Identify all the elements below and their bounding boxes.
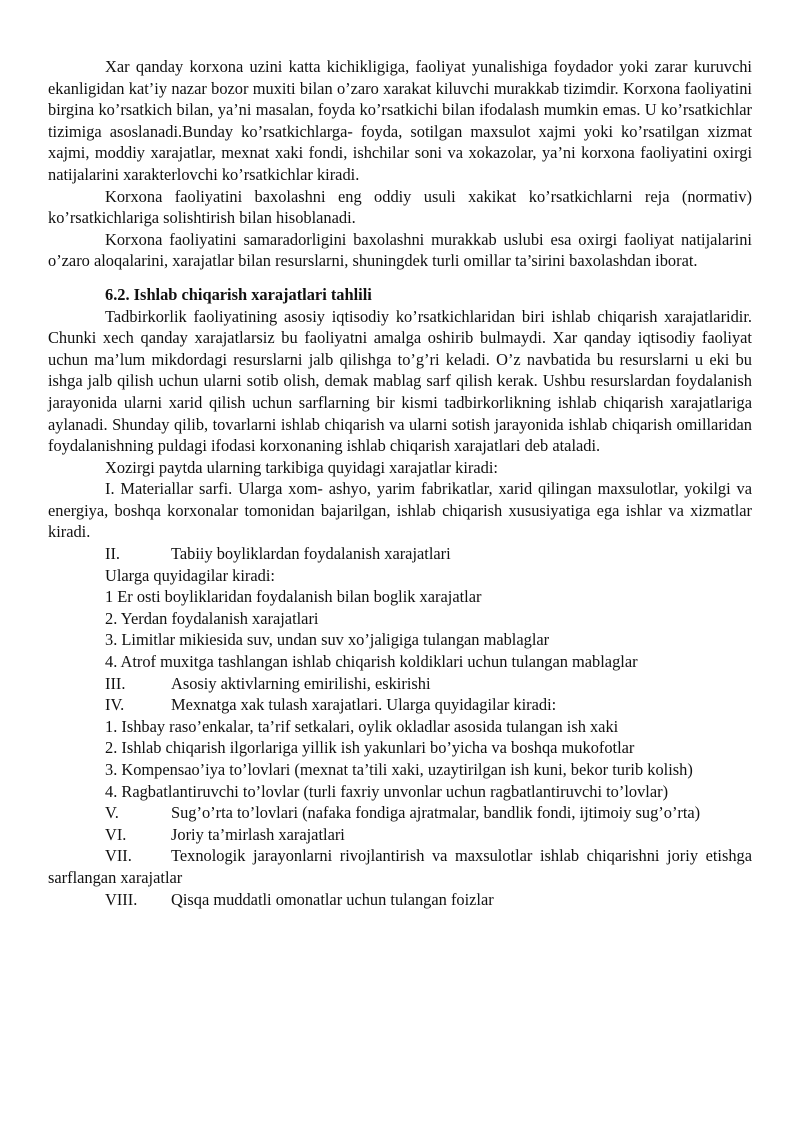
list-item — [48, 673, 752, 695]
list-item — [48, 845, 752, 888]
list-item-text: Asosiy aktivlarning emirilishi, eskirishi — [171, 673, 431, 693]
sub-list-item: 1 Er osti boyliklaridan foydalanish bilan boglik xarajatlar — [105, 587, 482, 607]
list-number: VI. — [105, 824, 127, 844]
sub-list-item: 4. Atrof muxitga tashlangan ishlab chiqarish koldiklari uchun tulangan mablaglar — [105, 652, 638, 672]
paragraph: Korxona faoliyatini samaradorligini baxolashni murakkab uslubi esa oxirgi faoliyat natijalarini o’zaro aloqalarini, xarajatlar bilan resurslarni, shuningdek turli omillar ta’sirini baxolashdan iborat. — [48, 229, 752, 271]
list-item — [48, 889, 752, 911]
list-number: II. — [105, 544, 121, 564]
list-item-text: Qisqa muddatli omonatlar uchun tulangan foizlar — [171, 889, 494, 909]
list-item-text: Sug’o’rta to’lovlari (nafaka fondiga ajratmalar, bandlik fondi, ijtimoiy sug’o’rta) — [171, 803, 701, 823]
list-item — [48, 824, 752, 846]
list-item-text: Mexnatga xak tulash xarajatlari. Ularga quyidagilar kiradi: — [171, 695, 557, 715]
section-heading: 6.2. Ishlab chiqarish xarajatlari tahlili — [105, 284, 372, 304]
list-number: VIII. — [105, 889, 138, 909]
list-number: III. — [105, 673, 126, 693]
list-item: I. Materiallar sarfi. Ularga xom- ashyo, yarim fabrikatlar, xarid qilingan maxsulotlar, yokilgi va energiya, boshqa korxonalar tomonidan bajarilgan, ishlab chiqarish xususiyatiga ega ishlar va xizmatlar kiradi. — [48, 479, 752, 542]
sub-list-item: 4. Ragbatlantiruvchi to’lovlar (turli faxriy unvonlar uchun ragbatlantiruvchi to’lovlar) — [105, 781, 669, 801]
paragraph: Korxona faoliyatini baxolashni eng oddiy usuli xakikat ko’rsatkichlarni reja (normativ) ko’rsatkichlariga solishtirish bilan hisoblanadi. — [48, 186, 752, 228]
list-item — [48, 543, 752, 565]
list-item-text: Tabiiy boyliklardan foydalanish xarajatlari — [171, 544, 451, 564]
sub-list-item: 1. Ishbay raso’enkalar, ta’rif setkalari, oylik okladlar asosida tulangan ish xaki — [105, 716, 619, 736]
sub-list-item: 3. Kompensao’iya to’lovlari (mexnat ta’tili xaki, uzaytirilgan ish kuni, bekor turib kolish) — [105, 760, 693, 779]
sub-list-item: 2. Yerdan foydalanish xarajatlari — [105, 608, 319, 628]
list-intro: Ularga quyidagilar kiradi: — [105, 565, 275, 585]
list-number: VII. — [105, 846, 132, 866]
list-item-text: Texnologik jarayonlarni rivojlantirish va maxsulotlar ishlab chiqarishni joriy etishga sarflangan xarajatlar — [48, 846, 752, 887]
list-number: V. — [105, 803, 119, 823]
list-item — [48, 694, 752, 716]
list-item — [48, 802, 752, 824]
sub-list-item: 3. Limitlar mikiesida suv, undan suv xo’jaligiga tulangan mablaglar — [105, 630, 550, 650]
list-intro: Xozirgi paytda ularning tarkibiga quyidagi xarajatlar kiradi: — [105, 457, 498, 477]
paragraph: Tadbirkorlik faoliyatining asosiy iqtisodiy ko’rsatkichlaridan biri ishlab chiqarish xarajatlaridir. Chunki xech qanday xarajatlarsiz bu faoliyatni amalga oshirib bulmaydi. Xar qanday iqtisodiy faoliyat uchun ma’lum mikdordagi resurslarni jalb qilishga to’g’ri keladi. O’z navbatida bu resurslarni u eki bu ishga jalb qilish uchun ularni sotib olish, demak mablag sarf qilish kerak. Ushbu resurslardan foydalanish jarayonida ularni xarid qilish uchun sarflarning bir kismi tadbirkorlikning ishlab chiqarish xarajatlariga aylanadi. Shunday qilib, tovarlarni ishlab chiqarish va ularni sotish jarayonida ishlab chiqarish omillaridan foydalanishning puldagi ifodasi korxonaning ishlab chiqarish xarajatlari deb ataladi. — [48, 306, 752, 456]
list-item-text: Joriy ta’mirlash xarajatlari — [171, 824, 345, 844]
paragraph: Xar qanday korxona uzini katta kichikligiga, faoliyat yunalishiga foydador yoki zarar kuruvchi ekanligidan kat’iy nazar bozor muxiti bilan o’zaro xarakat kiluvchi murakkab tizimdir. Korxona faoliyatini birgina ko’rsatkich bilan, ya’ni masalan, foyda ko’rsatkichi bilan ifodalash mumkin emas. U ko’rsatkichlar tizimiga asoslanadi.Bunday ko’rsatkichlarga- foyda, sotilgan maxsulot xajmi yoki ko’rsatilgan xizmat xajmi, moddiy xarajatlar, mexnat xaki fondi, ishchilar soni va xokazolar, ya’ni korxona faoliyatini oxirgi natijalarini xarakterlovchi ko’rsatkichlar kiradi. — [48, 57, 752, 184]
list-number: IV. — [105, 695, 125, 715]
sub-list-item: 2. Ishlab chiqarish ilgorlariga yillik ish yakunlari bo’yicha va boshqa mukofotlar — [105, 738, 635, 758]
